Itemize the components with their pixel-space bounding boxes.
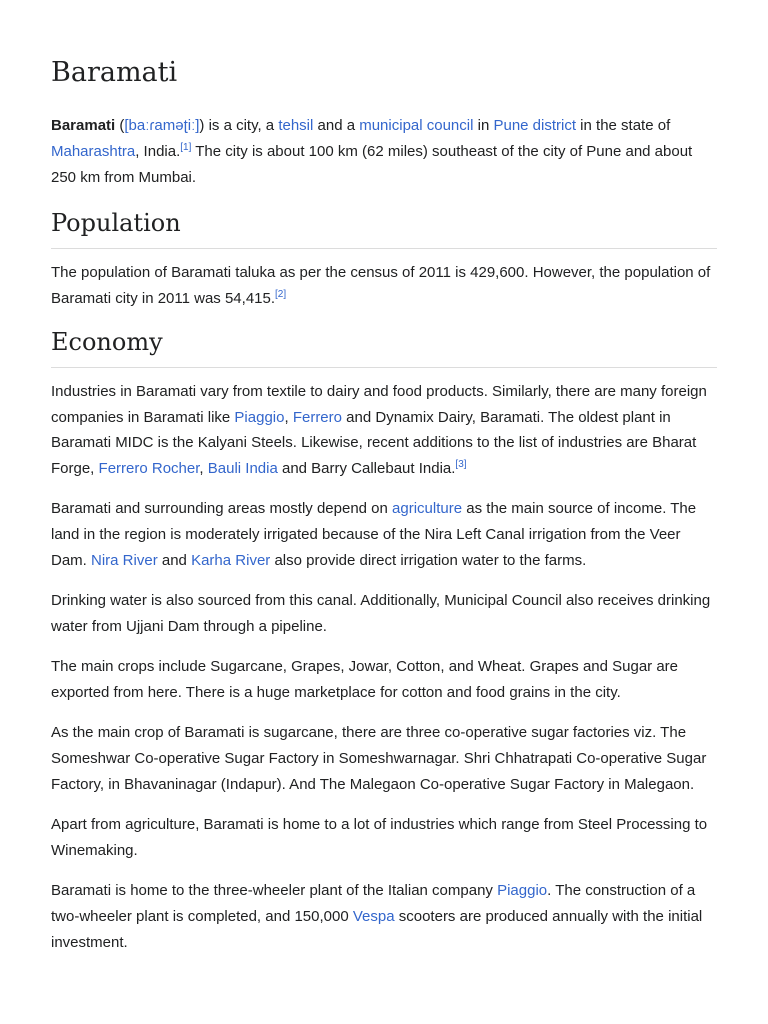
nira-river-link[interactable]: Nira River	[91, 551, 158, 569]
population-paragraph: The population of Baramati taluka as per the census of 2011 is 429,600. However, the population of Baramati city in 2011 was 54,415.[2]	[51, 263, 711, 307]
ipa-pronunciation-link[interactable]: [baːɾaməʈiː]	[124, 117, 200, 135]
section-heading-economy: Economy	[51, 328, 717, 368]
municipal-council-link[interactable]: municipal council	[359, 117, 474, 135]
economy-paragraph-industries: Industries in Baramati vary from textile to dairy and food products. Similarly, there are many foreign companies in Baramati like Piaggio, Ferrero and Dynamix Dairy, Baramati. The oldest plant in Baramati MIDC is the Kalyani Steels. Likewise, recent additions to the list of industries are Bharat Forge, Ferrero Rocher, Bauli India and Barry Callebaut India.[3]	[51, 382, 707, 477]
economy-paragraph-crops: The main crops include Sugarcane, Grapes, Jowar, Cotton, and Wheat. Grapes and Sugar are exported from here. There is a huge marketplace for cotton and food grains in the city.	[51, 658, 679, 701]
ferrero-link[interactable]: Ferrero	[292, 408, 342, 426]
vespa-link[interactable]: Vespa	[352, 908, 395, 926]
intro-paragraph: Baramati ([baːɾaməʈiː]) is a city, a tehsil and a municipal council in Pune district in the state of Maharashtra, India.[1] The city is about 100 km (62 miles) southeast of the city of Pune and about 250 km from Mumbai.	[51, 117, 693, 186]
agriculture-link[interactable]: agriculture	[392, 500, 463, 518]
karha-river-link[interactable]: Karha River	[191, 551, 271, 569]
page-title: Baramati	[51, 57, 178, 88]
economy-paragraph-drinking-water: Drinking water is also sourced from this canal. Additionally, Municipal Council also receives drinking water from Ujjani Dam through a pipeline.	[51, 592, 711, 635]
economy-paragraph-industries-range: Apart from agriculture, Baramati is home to a lot of industries which range from Steel Processing to Winemaking.	[51, 816, 708, 859]
piaggio-link[interactable]: Piaggio	[234, 408, 285, 426]
reference-3-link[interactable]: [3]	[455, 458, 467, 470]
piaggio-link-2[interactable]: Piaggio	[497, 882, 548, 900]
ferrero-rocher-link[interactable]: Ferrero Rocher	[98, 459, 200, 477]
reference-1-link[interactable]: [1]	[180, 141, 192, 153]
economy-paragraph-agriculture: Baramati and surrounding areas mostly depend on agriculture as the main source of income. The land in the region is moderately irrigated because of the Nira Left Canal irrigation from the Veer Dam. Nira River and Karha River also provide direct irrigation water to the farms.	[51, 500, 697, 569]
economy-paragraph-sugar-factories: As the main crop of Baramati is sugarcane, there are three co-operative sugar factories viz. The Someshwar Co-operative Sugar Factory in Someshwarnagar. Shri Chhatrapati Co-operative Sugar Factory, in Bhavaninagar (Indapur). And The Malegaon Co-operative Sugar Factory in Malegaon.	[51, 724, 707, 793]
bauli-india-link[interactable]: Bauli India	[207, 459, 278, 477]
maharashtra-link[interactable]: Maharashtra	[51, 142, 136, 160]
pune-district-link[interactable]: Pune district	[493, 117, 577, 135]
tehsil-link[interactable]: tehsil	[278, 117, 314, 135]
economy-paragraph-piaggio-plant: Baramati is home to the three-wheeler plant of the Italian company Piaggio. The construction of a two-wheeler plant is completed, and 150,000 Vespa scooters are produced annually with the initial investment.	[51, 882, 703, 951]
intro-bold-term: Baramati	[51, 117, 116, 135]
reference-2-link[interactable]: [2]	[275, 288, 287, 300]
section-heading-population: Population	[51, 209, 717, 249]
